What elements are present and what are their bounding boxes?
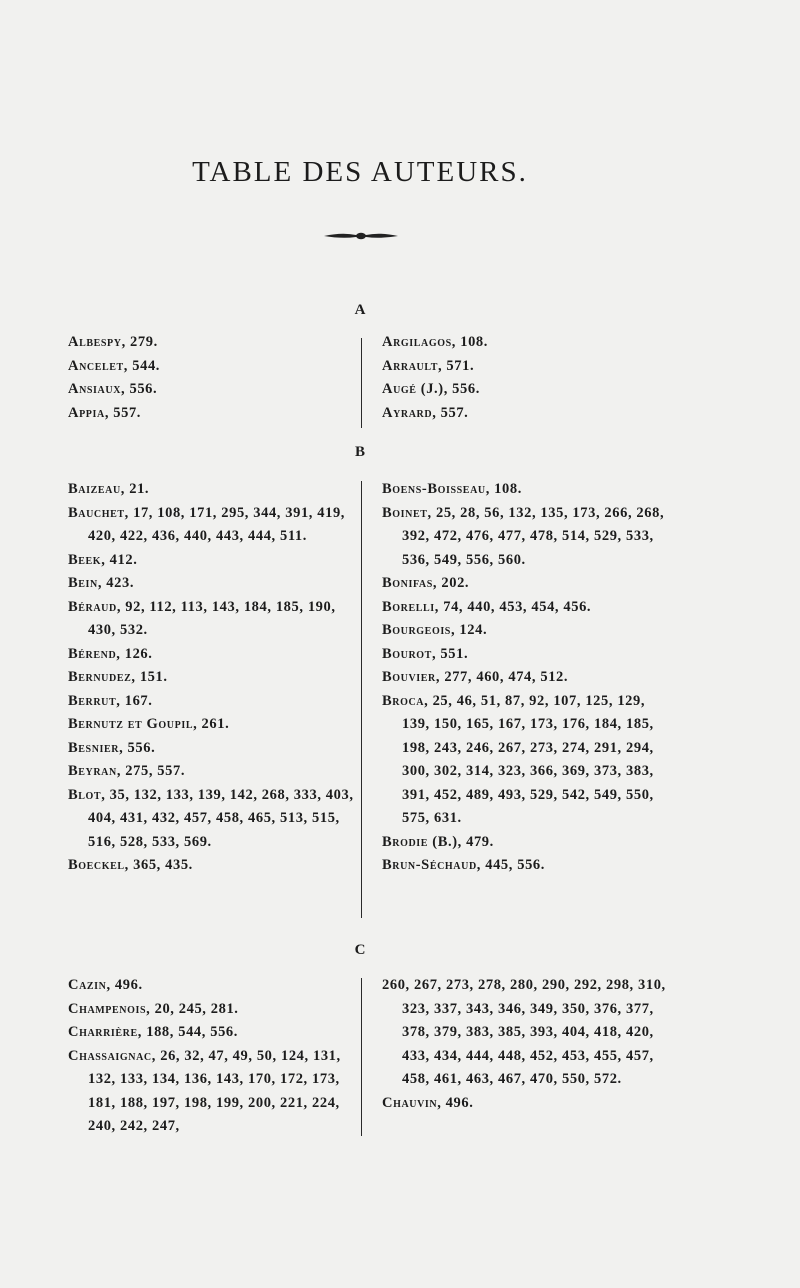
index-entry: Bouvier, 277, 460, 474, 512. xyxy=(382,669,569,685)
page-title: TABLE DES AUTEURS. xyxy=(192,156,528,188)
index-entry: Bonifas, 202. xyxy=(382,575,470,591)
index-entry: Boens-Boisseau, 108. xyxy=(382,481,522,497)
index-entry: Béraud, 92, 112, 113, 143, 184, 185, 190, 430, 532. xyxy=(68,598,336,638)
index-entry: Bernutz et Goupil, 261. xyxy=(68,716,230,732)
index-entry: Augé (J.), 556. xyxy=(382,381,480,397)
index-entry: Arrault, 571. xyxy=(382,357,475,374)
index-entry: Bérend, 126. xyxy=(68,645,153,662)
index-entry: Bernudez, 151. xyxy=(68,669,168,685)
index-entry: Bein, 423. xyxy=(68,575,135,591)
ornament-divider xyxy=(322,228,400,244)
index-entry-continued: 260, 267, 273, 278, 280, 290, 292, 298, 310, 323, 337, 343, 346, 349, 350, 376, 377, 378, 379, 383, 385, 393, 404, 418, 420, 433, 434, 444, 448, 452, 453, 455, 457, 458, 461, 463, 467, 470, 550, 572. xyxy=(382,977,666,1087)
index-entry: Broca, 25, 46, 51, 87, 92, 107, 125, 129, 139, 150, 165, 167, 173, 176, 184, 185, 198, 243, 246, 267, 273, 274, 291, 294, 300, 302, 314, 323, 366, 369, 373, 383, 391, 452, 489, 493, 529, 542, 549, 550, 575, 631. xyxy=(382,692,654,826)
index-column-b-right xyxy=(382,478,672,878)
index-entry: Charrière, 188, 544, 556. xyxy=(68,1024,239,1040)
index-entry: Chassaignac, 26, 32, 47, 49, 50, 124, 131, 132, 133, 134, 136, 143, 170, 172, 173, 181, 188, 197, 198, 199, 200, 221, 224, 240, 242, 247, xyxy=(68,1047,341,1134)
index-entry: Appia, 557. xyxy=(68,404,142,421)
column-divider-a xyxy=(361,338,362,428)
index-column-b-left xyxy=(68,478,358,878)
index-entry: Borelli, 74, 440, 453, 454, 456. xyxy=(382,598,592,615)
index-column-c-right xyxy=(382,974,672,1115)
index-entry: Argilagos, 108. xyxy=(382,334,489,350)
index-entry: Beek, 412. xyxy=(68,551,138,568)
section-letter-a: A xyxy=(354,302,366,318)
index-entry: Ansiaux, 556. xyxy=(68,381,158,397)
index-entry: Bourot, 551. xyxy=(382,645,469,662)
index-entry: Ancelet, 544. xyxy=(68,357,161,374)
index-entry: Besnier, 556. xyxy=(68,739,156,756)
index-entry: Chauvin, 496. xyxy=(382,1094,474,1111)
index-entry: Brun-Séchaud, 445, 556. xyxy=(382,857,545,873)
section-letter-c: C xyxy=(354,942,366,958)
index-entry: Berrut, 167. xyxy=(68,692,153,709)
column-divider-b xyxy=(361,481,362,918)
index-column-c-left xyxy=(68,974,358,1139)
index-entry: Cazin, 496. xyxy=(68,977,143,993)
index-column-a-left xyxy=(68,331,358,425)
index-entry: Blot, 35, 132, 133, 139, 142, 268, 333, 403, 404, 431, 432, 457, 458, 465, 513, 515, 516, 528, 533, 569. xyxy=(68,786,354,850)
index-entry: Bauchet, 17, 108, 171, 295, 344, 391, 419, 420, 422, 436, 440, 443, 444, 511. xyxy=(68,504,346,544)
index-entry: Brodie (B.), 479. xyxy=(382,833,494,850)
index-entry: Ayrard, 557. xyxy=(382,404,469,421)
index-column-a-right xyxy=(382,331,672,425)
index-entry: Baizeau, 21. xyxy=(68,481,150,497)
index-entry: Beyran, 275, 557. xyxy=(68,763,186,779)
index-entry: Bourgeois, 124. xyxy=(382,622,488,638)
section-letter-b: B xyxy=(354,444,365,460)
index-entry: Boinet, 25, 28, 56, 132, 135, 173, 266, 268, 392, 472, 476, 477, 478, 514, 529, 533, 536, 549, 556, 560. xyxy=(382,504,665,568)
column-divider-c xyxy=(361,978,362,1136)
index-entry: Boeckel, 365, 435. xyxy=(68,857,193,873)
index-entry: Champenois, 20, 245, 281. xyxy=(68,1000,239,1017)
index-entry: Albespy, 279. xyxy=(68,334,158,350)
